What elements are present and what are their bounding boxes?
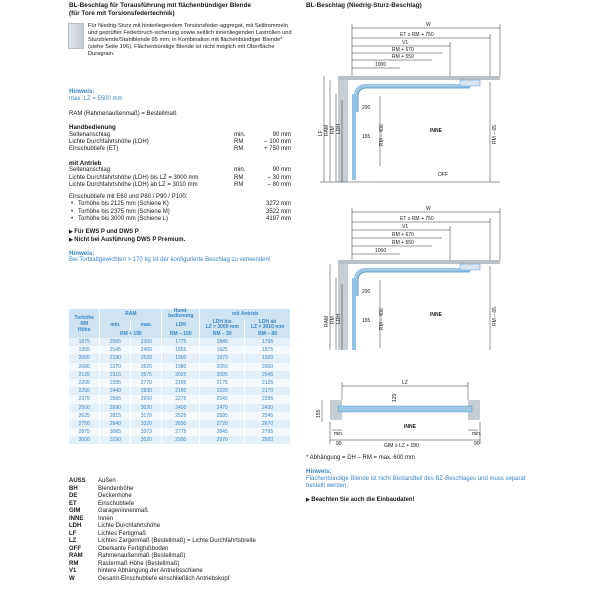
label-inne: INNE bbox=[404, 424, 416, 430]
abbreviation-row bbox=[69, 501, 309, 509]
dim-1000: 1000 bbox=[375, 62, 387, 68]
right-title: BL-Beschlag (Niedrig-Sturz-Beschlag) bbox=[306, 2, 422, 9]
dim-155: 155 bbox=[362, 318, 371, 324]
label-inne: INNE bbox=[430, 312, 442, 318]
table-cell: 2080 bbox=[69, 363, 100, 371]
fuer-ews-note: ▶ Für EWS P und DWS P bbox=[69, 229, 139, 236]
abbreviation-key: AUSS bbox=[69, 478, 86, 484]
abbreviation-key: OFF bbox=[69, 545, 81, 552]
diagram-plan-view bbox=[300, 378, 520, 448]
abbreviation-key: RAM bbox=[69, 553, 83, 559]
table-cell: 2190 bbox=[100, 354, 131, 362]
table-row bbox=[69, 354, 291, 362]
dim-155: 155 bbox=[362, 134, 371, 140]
table-cell: 2345 bbox=[200, 395, 245, 403]
col-ram-sub: RM + 190 bbox=[100, 330, 162, 338]
table-cell: 2420 bbox=[245, 404, 291, 412]
diagram-side-view-2 bbox=[300, 202, 520, 352]
table-cell: 2875 bbox=[69, 428, 100, 436]
col-ldh: LDH bbox=[162, 320, 200, 331]
title-line1: BL-Beschlag für Torausführung mit flächenbündiger Blende bbox=[69, 2, 252, 9]
table-cell: 2720 bbox=[200, 420, 245, 428]
table-cell: 2295 bbox=[245, 395, 291, 403]
table-cell: 1920 bbox=[245, 354, 291, 362]
abbreviation-row bbox=[69, 508, 309, 516]
col-bis-sub: RM – 30 bbox=[200, 330, 245, 338]
table-cell: 2970 bbox=[200, 436, 245, 444]
spec-row: Einschubtiefe (ET) RM + 750 mm bbox=[69, 146, 291, 153]
table-cell: 1875 bbox=[245, 346, 291, 354]
antrieb-list bbox=[69, 167, 291, 189]
col-max: max. bbox=[131, 320, 162, 331]
table-cell: 2360 bbox=[131, 338, 162, 346]
label-off: OFF bbox=[438, 172, 448, 178]
table-row bbox=[69, 395, 291, 403]
antrieb-heading: mit Antrieb bbox=[69, 159, 102, 167]
abbreviation-value: Lichte Durchfahrtshöhe bbox=[98, 523, 161, 529]
table-cell: 1845 bbox=[200, 338, 245, 346]
table-cell: 2520 bbox=[131, 354, 162, 362]
table-cell: 2460 bbox=[131, 346, 162, 354]
abbreviation-key: BH bbox=[69, 485, 78, 492]
dim-et: ET ≥ RM + 750 bbox=[400, 216, 434, 222]
hint3-text: Flächenbündige Blende ist nicht Bestandteil des BZ-Beschlages und muss separat bestellt werden. bbox=[306, 475, 526, 490]
table-row bbox=[69, 346, 291, 354]
abbreviation-row bbox=[69, 546, 309, 554]
col-hand-sub: RM – 100 bbox=[162, 330, 200, 338]
dim-lf: LF bbox=[318, 130, 324, 136]
abbreviation-row bbox=[69, 523, 309, 531]
abbreviation-row bbox=[69, 531, 309, 539]
table-row bbox=[69, 420, 291, 428]
description: Für Niedrig-Sturz mit hinterliegendem Torsionsfeder-aggregat, mit Seiltrommeln und geprüfter Federbruch-sicherung sowie seitlich innenliegenden Laströllen und Sturzblende/Stahlblende 95 mm; in Kombination mit flächenbündiger Blende* (siehe Seite 196). Flächenbündige Blende ist nicht möglich mit Oberfläche Duragrain. bbox=[88, 23, 292, 57]
table-cell: 2250 bbox=[69, 387, 100, 395]
abbreviation-value: Oberkante Fertigfußboden bbox=[98, 545, 169, 552]
abbreviation-value: Blendenhöhe bbox=[98, 485, 134, 492]
table-cell: 2205 bbox=[69, 379, 100, 387]
table-cell: 1925 bbox=[200, 346, 245, 354]
abbreviation-key: LDH bbox=[69, 523, 82, 529]
spec-row: Seitenanschlag min. 90 mm bbox=[69, 167, 291, 174]
abbreviation-value: hintere Abhängung der Antriebsschiene bbox=[98, 568, 203, 574]
dim-rm: RM bbox=[330, 316, 336, 324]
table-cell: 2670 bbox=[245, 420, 291, 428]
table-cell: 2470 bbox=[200, 404, 245, 412]
dim-v1: V1 bbox=[402, 224, 409, 230]
table-cell: 2065 bbox=[100, 338, 131, 346]
table-row bbox=[69, 387, 291, 395]
abbreviation-row bbox=[69, 576, 309, 584]
table-cell: 2095 bbox=[200, 371, 245, 379]
dim-rm65: RM – 65 bbox=[492, 125, 498, 144]
table-cell: 2125 bbox=[69, 371, 100, 379]
table-cell: 3170 bbox=[131, 412, 162, 420]
right-notes bbox=[306, 455, 526, 504]
spec-row: Seitenanschlag min. 90 mm bbox=[69, 131, 291, 138]
table-cell: 1855 bbox=[162, 346, 200, 354]
table-cell: 2500 bbox=[69, 404, 100, 412]
table-cell: 2375 bbox=[69, 395, 100, 403]
table-cell: 2220 bbox=[200, 387, 245, 395]
abbreviation-row bbox=[69, 478, 309, 486]
table-row bbox=[69, 371, 291, 379]
table-row bbox=[69, 436, 291, 444]
table-cell: 2950 bbox=[131, 395, 162, 403]
table-cell: 2775 bbox=[162, 428, 200, 436]
col-hand: Hand- bedienung bbox=[162, 309, 200, 320]
table-cell: 3320 bbox=[131, 420, 162, 428]
dim-90-left: 90 bbox=[336, 441, 342, 447]
table-cell: 2440 bbox=[100, 387, 131, 395]
door-thumbnail bbox=[68, 23, 84, 49]
abbreviation-value: Lichtes Zargenmaß (Bestellmaß) = Lichte Durchfahrtsbreite bbox=[98, 538, 256, 544]
spec-row: • Torhöhe bis 3000 mm (Schiene L) 4197 mm bbox=[69, 216, 291, 223]
dim-1000: 1000 bbox=[375, 248, 387, 254]
abbreviation-row bbox=[69, 568, 309, 576]
table-cell: 3020 bbox=[131, 404, 162, 412]
dim-min-right: min. bbox=[472, 431, 482, 437]
table-cell: 1875 bbox=[69, 338, 100, 346]
table-cell: 2845 bbox=[200, 428, 245, 436]
hint1-text: max. LZ = 5500 mm bbox=[69, 95, 123, 102]
table-cell: 2400 bbox=[162, 404, 200, 412]
table-cell: 2565 bbox=[100, 395, 131, 403]
abbreviation-value: Einschubtiefe bbox=[98, 500, 135, 507]
table-cell: 2795 bbox=[245, 428, 291, 436]
table-cell: 2690 bbox=[100, 404, 131, 412]
table-cell: 2650 bbox=[162, 420, 200, 428]
table-cell: 3520 bbox=[131, 436, 162, 444]
label-inne: INNE bbox=[430, 128, 442, 134]
measurement-table bbox=[69, 309, 291, 444]
dim-ram: RAM bbox=[324, 315, 330, 327]
left-title bbox=[69, 2, 309, 18]
hint1-title: Hinweis: bbox=[69, 88, 95, 95]
col-antrieb: mit Antrieb bbox=[200, 309, 291, 320]
abbreviation-key: RM bbox=[69, 560, 79, 567]
dim-290: 290 bbox=[362, 289, 371, 295]
table-cell: 3373 bbox=[131, 428, 162, 436]
table-row bbox=[69, 404, 291, 412]
hint2-title: Hinweis: bbox=[69, 249, 95, 257]
spec-row: Lichte Durchfahrtshöhe (LDH) RM – 100 mm bbox=[69, 139, 291, 146]
abbreviation-key: INNE bbox=[69, 515, 84, 522]
einschub-heading: Einschubtiefe mit E60 und P80 / P90 / P100: bbox=[69, 194, 188, 201]
table-cell: 1955 bbox=[69, 346, 100, 354]
table-cell: 2000 bbox=[245, 363, 291, 371]
handbedienung-list bbox=[69, 132, 291, 154]
dim-w: W bbox=[426, 206, 431, 212]
table-cell: 2270 bbox=[100, 363, 131, 371]
table-cell: 2000 bbox=[69, 354, 100, 362]
table-cell: 2940 bbox=[100, 420, 131, 428]
spec-row: • Torhöhe bis 2375 mm (Schiene M) 3522 mm bbox=[69, 209, 291, 216]
table-row bbox=[69, 363, 291, 371]
table-cell: 3000 bbox=[69, 436, 100, 444]
table-cell: 2045 bbox=[245, 371, 291, 379]
abbreviation-key: LF bbox=[69, 530, 77, 537]
table-cell: 2050 bbox=[200, 363, 245, 371]
dim-min-left: min. bbox=[334, 431, 344, 437]
table-cell: 1795 bbox=[245, 338, 291, 346]
table-cell: 2315 bbox=[100, 371, 131, 379]
table-cell: 2920 bbox=[245, 436, 291, 444]
abbreviation-value: Rahmenaußenmaß (Bestellmaß) bbox=[98, 553, 186, 559]
col-ldh-ab: LDH ab LZ = 3010 mm bbox=[245, 320, 291, 331]
dim-90-right: 90 bbox=[474, 441, 480, 447]
dim-290: 290 bbox=[362, 105, 371, 111]
table-cell: 2025 bbox=[162, 371, 200, 379]
table-row bbox=[69, 338, 291, 346]
abbreviation-key: DE bbox=[69, 493, 78, 499]
beachten-note: ▶ Beachten Sie auch die Einbaudaten! bbox=[306, 496, 415, 503]
abbreviation-value: Garageninnenmaß bbox=[98, 508, 149, 514]
table-cell: 2150 bbox=[162, 387, 200, 395]
dim-rm400: RM – 400 bbox=[379, 308, 385, 330]
abbreviation-value: Lichtes Fertigmaß bbox=[98, 530, 147, 537]
abbreviation-key: LZ bbox=[69, 538, 77, 544]
table-cell: 2625 bbox=[69, 412, 100, 420]
abbreviation-key: V1 bbox=[69, 568, 77, 574]
col-ldh-bis: LDH bis LZ = 3000 mm bbox=[200, 320, 245, 331]
dim-rm65: RM – 65 bbox=[492, 307, 498, 326]
table-cell: 2675 bbox=[131, 371, 162, 379]
col-min: min. bbox=[100, 320, 131, 331]
abbreviation-row bbox=[69, 493, 309, 501]
spec-row: • Torhöhe bis 2125 mm (Schiene K) 3272 mm bbox=[69, 201, 291, 208]
table-row bbox=[69, 412, 291, 420]
abbreviation-key: GIM bbox=[69, 508, 81, 514]
abbreviation-row bbox=[69, 486, 309, 494]
dim-125: 125 bbox=[392, 393, 398, 402]
dim-rm550: RM + 550 bbox=[392, 54, 414, 60]
dim-rm670: RM + 670 bbox=[392, 232, 414, 238]
table-cell: 2545 bbox=[245, 412, 291, 420]
hint2-text: Bei Torblattgewichten > 170 kg ist der konfigurierte Beschlag zu verwenden! bbox=[69, 257, 271, 264]
col-torhoehe: Torhöhe RM Höhe bbox=[69, 309, 100, 338]
table-cell: 2105 bbox=[162, 379, 200, 387]
abbreviation-row bbox=[69, 553, 309, 561]
abbreviation-value: Innen bbox=[98, 515, 114, 522]
dim-ldh: LDH bbox=[336, 123, 342, 134]
hint3-title: Hinweis: bbox=[306, 468, 332, 476]
table-cell: 2815 bbox=[100, 412, 131, 420]
table-cell: 2145 bbox=[100, 346, 131, 354]
dim-155: 155 bbox=[316, 409, 322, 418]
dim-et: ET ≥ RM + 750 bbox=[400, 32, 434, 38]
dim-ldh: LDH bbox=[336, 313, 342, 324]
footnote: * Abhängung = DH – RM = max. 600 mm bbox=[306, 455, 416, 461]
dim-w: W bbox=[426, 22, 431, 28]
spec-row: Lichte Durchfahrtshöhe (LDH) bis LZ = 3000 mm RM – 30 mm bbox=[69, 174, 291, 181]
abbreviation-key: W bbox=[69, 575, 75, 582]
col-ram: RAM bbox=[100, 309, 162, 320]
dim-rm: RM bbox=[330, 126, 336, 134]
abbreviation-row bbox=[69, 538, 309, 546]
table-row bbox=[69, 428, 291, 436]
ram-definition: RAM (Rahmenaußenmaß) = Bestellmaß bbox=[69, 110, 177, 117]
title-line2: (für Tore mit Torsionsfedertechnik) bbox=[69, 9, 175, 17]
table-cell: 1900 bbox=[162, 354, 200, 362]
table-cell: 2770 bbox=[131, 379, 162, 387]
dim-v1: V1 bbox=[402, 40, 409, 46]
nicht-dws-note: ▶ Nicht bei Ausführung DWS P Premium. bbox=[69, 236, 186, 243]
table-cell: 2175 bbox=[200, 379, 245, 387]
table-cell: 2170 bbox=[245, 387, 291, 395]
diagram-side-view-1 bbox=[300, 16, 520, 196]
col-ab-sub: RM – 80 bbox=[245, 330, 291, 338]
einschub-list bbox=[69, 201, 291, 223]
dim-rm670: RM + 670 bbox=[392, 47, 414, 53]
table-cell: 2750 bbox=[69, 420, 100, 428]
table-row bbox=[69, 379, 291, 387]
abbreviation-value: Rastermaß Höhe (Bestellmaß) bbox=[98, 560, 180, 567]
abbreviation-list bbox=[69, 478, 309, 583]
table-cell: 1980 bbox=[162, 363, 200, 371]
abbreviation-row bbox=[69, 561, 309, 569]
table-cell: 2595 bbox=[200, 412, 245, 420]
table-cell: 2395 bbox=[100, 379, 131, 387]
abbreviation-row bbox=[69, 516, 309, 524]
dim-ram: RAM bbox=[324, 124, 330, 136]
table-cell: 2525 bbox=[162, 412, 200, 420]
table-cell: 2275 bbox=[162, 395, 200, 403]
table-cell: 2620 bbox=[131, 363, 162, 371]
dim-rm550: RM + 550 bbox=[392, 240, 414, 246]
abbreviation-value: Deckenhöhe bbox=[98, 493, 132, 499]
table-cell: 2125 bbox=[245, 379, 291, 387]
table-cell: 1970 bbox=[200, 354, 245, 362]
table-cell: 3065 bbox=[100, 428, 131, 436]
left-body bbox=[69, 88, 291, 265]
dim-gim: GIM ≥ LZ + 180 bbox=[384, 443, 419, 448]
table-cell: 2830 bbox=[131, 387, 162, 395]
abbreviation-key: ET bbox=[69, 500, 77, 507]
table-cell: 1775 bbox=[162, 338, 200, 346]
dim-lz: LZ bbox=[402, 380, 408, 386]
abbreviation-value: Gesamt-Einschubtiefe einschließlich Antriebskopf bbox=[98, 575, 230, 582]
table-cell: 2900 bbox=[162, 436, 200, 444]
table-cell: 3190 bbox=[100, 436, 131, 444]
dim-rm400: RM – 400 bbox=[379, 124, 385, 146]
abbreviation-value: Außen bbox=[98, 478, 116, 484]
handbedienung-heading: Handbedienung bbox=[69, 124, 116, 132]
spec-row: Lichte Durchfahrtshöhe (LDH) ab LZ = 3010 mm RM – 80 mm bbox=[69, 181, 291, 188]
